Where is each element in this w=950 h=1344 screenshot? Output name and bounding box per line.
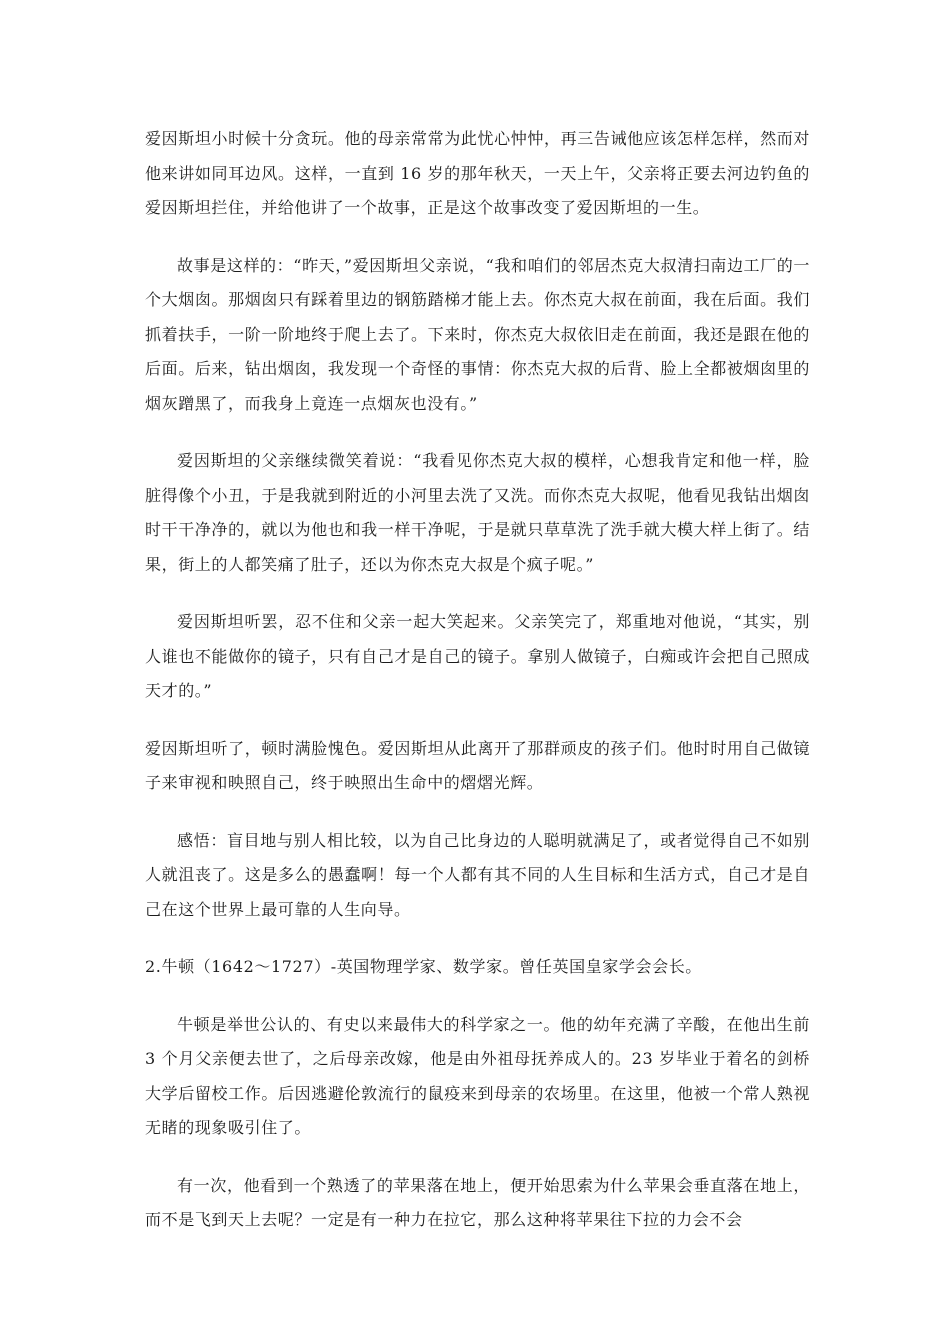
- document-page: [145, 122, 810, 1261]
- paragraph-einstein-intro: 爱因斯坦小时候十分贪玩。他的母亲常常为此忧心忡忡，再三告诫他应该怎样怎样，然而对他来讲如同耳边风。这样，一直到 16 岁的那年秋天，一天上午，父亲将正要去河边钓鱼的爱因斯坦拦住，并给他讲了一个故事，正是这个故事改变了爱因斯坦的一生。: [145, 129, 810, 217]
- paragraph-father-continues: 爱因斯坦的父亲继续微笑着说：“我看见你杰克大叔的模样，心想我肯定和他一样，脸脏得像个小丑，于是我就到附近的小河里去洗了又洗。而你杰克大叔呢，他看见我钻出烟囱时干干净净的，就以为他也和我一样干净呢，于是就只草草洗了洗手就大模大样上街了。结果，街上的人都笑痛了肚子，还以为你杰克大叔是个疯子呢。”: [145, 451, 810, 574]
- section-heading-newton: 2.牛顿（1642～1727）-英国物理学家、数学家。曾任英国皇家学会会长。: [145, 957, 702, 976]
- paragraph-mirror-lesson: 爱因斯坦听罢，忍不住和父亲一起大笑起来。父亲笑完了，郑重地对他说，“其实，别人谁也不能做你的镜子，只有自己才是自己的镜子。拿别人做镜子，白痴或许会把自己照成天才的。”: [145, 612, 810, 700]
- paragraph-chimney-story: 故事是这样的：“昨天，”爱因斯坦父亲说，“我和咱们的邻居杰克大叔清扫南边工厂的一个大烟囱。那烟囱只有踩着里边的钢筋踏梯才能上去。你杰克大叔在前面，我在后面。我们抓着扶手，一阶一阶地终于爬上去了。下来时，你杰克大叔依旧走在前面，我还是跟在他的后面。后来，钻出烟囱，我发现一个奇怪的事情：你杰克大叔的后背、脸上全都被烟囱里的烟灰蹭黑了，而我身上竟连一点烟灰也没有。”: [145, 255, 810, 413]
- paragraph-reflection: 感悟：盲目地与别人相比较，以为自己比身边的人聪明就满足了，或者觉得自己不如别人就沮丧了。这是多么的愚蠢啊！每一个人都有其不同的人生目标和生活方式，自己才是自己在这个世界上最可靠的人生向导。: [145, 830, 810, 919]
- paragraph-apple-story: 有一次，他看到一个熟透了的苹果落在地上，便开始思索为什么苹果会垂直落在地上，而不是飞到天上去呢？一定是有一种力在拉它，那么这种将苹果往下拉的力会不会: [145, 1175, 810, 1229]
- paragraph-newton-bio: 牛顿是举世公认的、有史以来最伟大的科学家之一。他的幼年充满了辛酸，在他出生前 3 个月父亲便去世了，之后母亲改嫁，他是由外祖母抚养成人的。23 岁毕业于着名的剑桥大学后留校工作。后因逃避伦敦流行的鼠疫来到母亲的农场里。在这里，他被一个常人熟视无睹的现象吸引住了。: [145, 1014, 810, 1137]
- paragraph-einstein-changes: 爱因斯坦听了，顿时满脸愧色。爱因斯坦从此离开了那群顽皮的孩子们。他时时用自己做镜子来审视和映照自己，终于映照出生命中的熠熠光辉。: [145, 738, 810, 792]
